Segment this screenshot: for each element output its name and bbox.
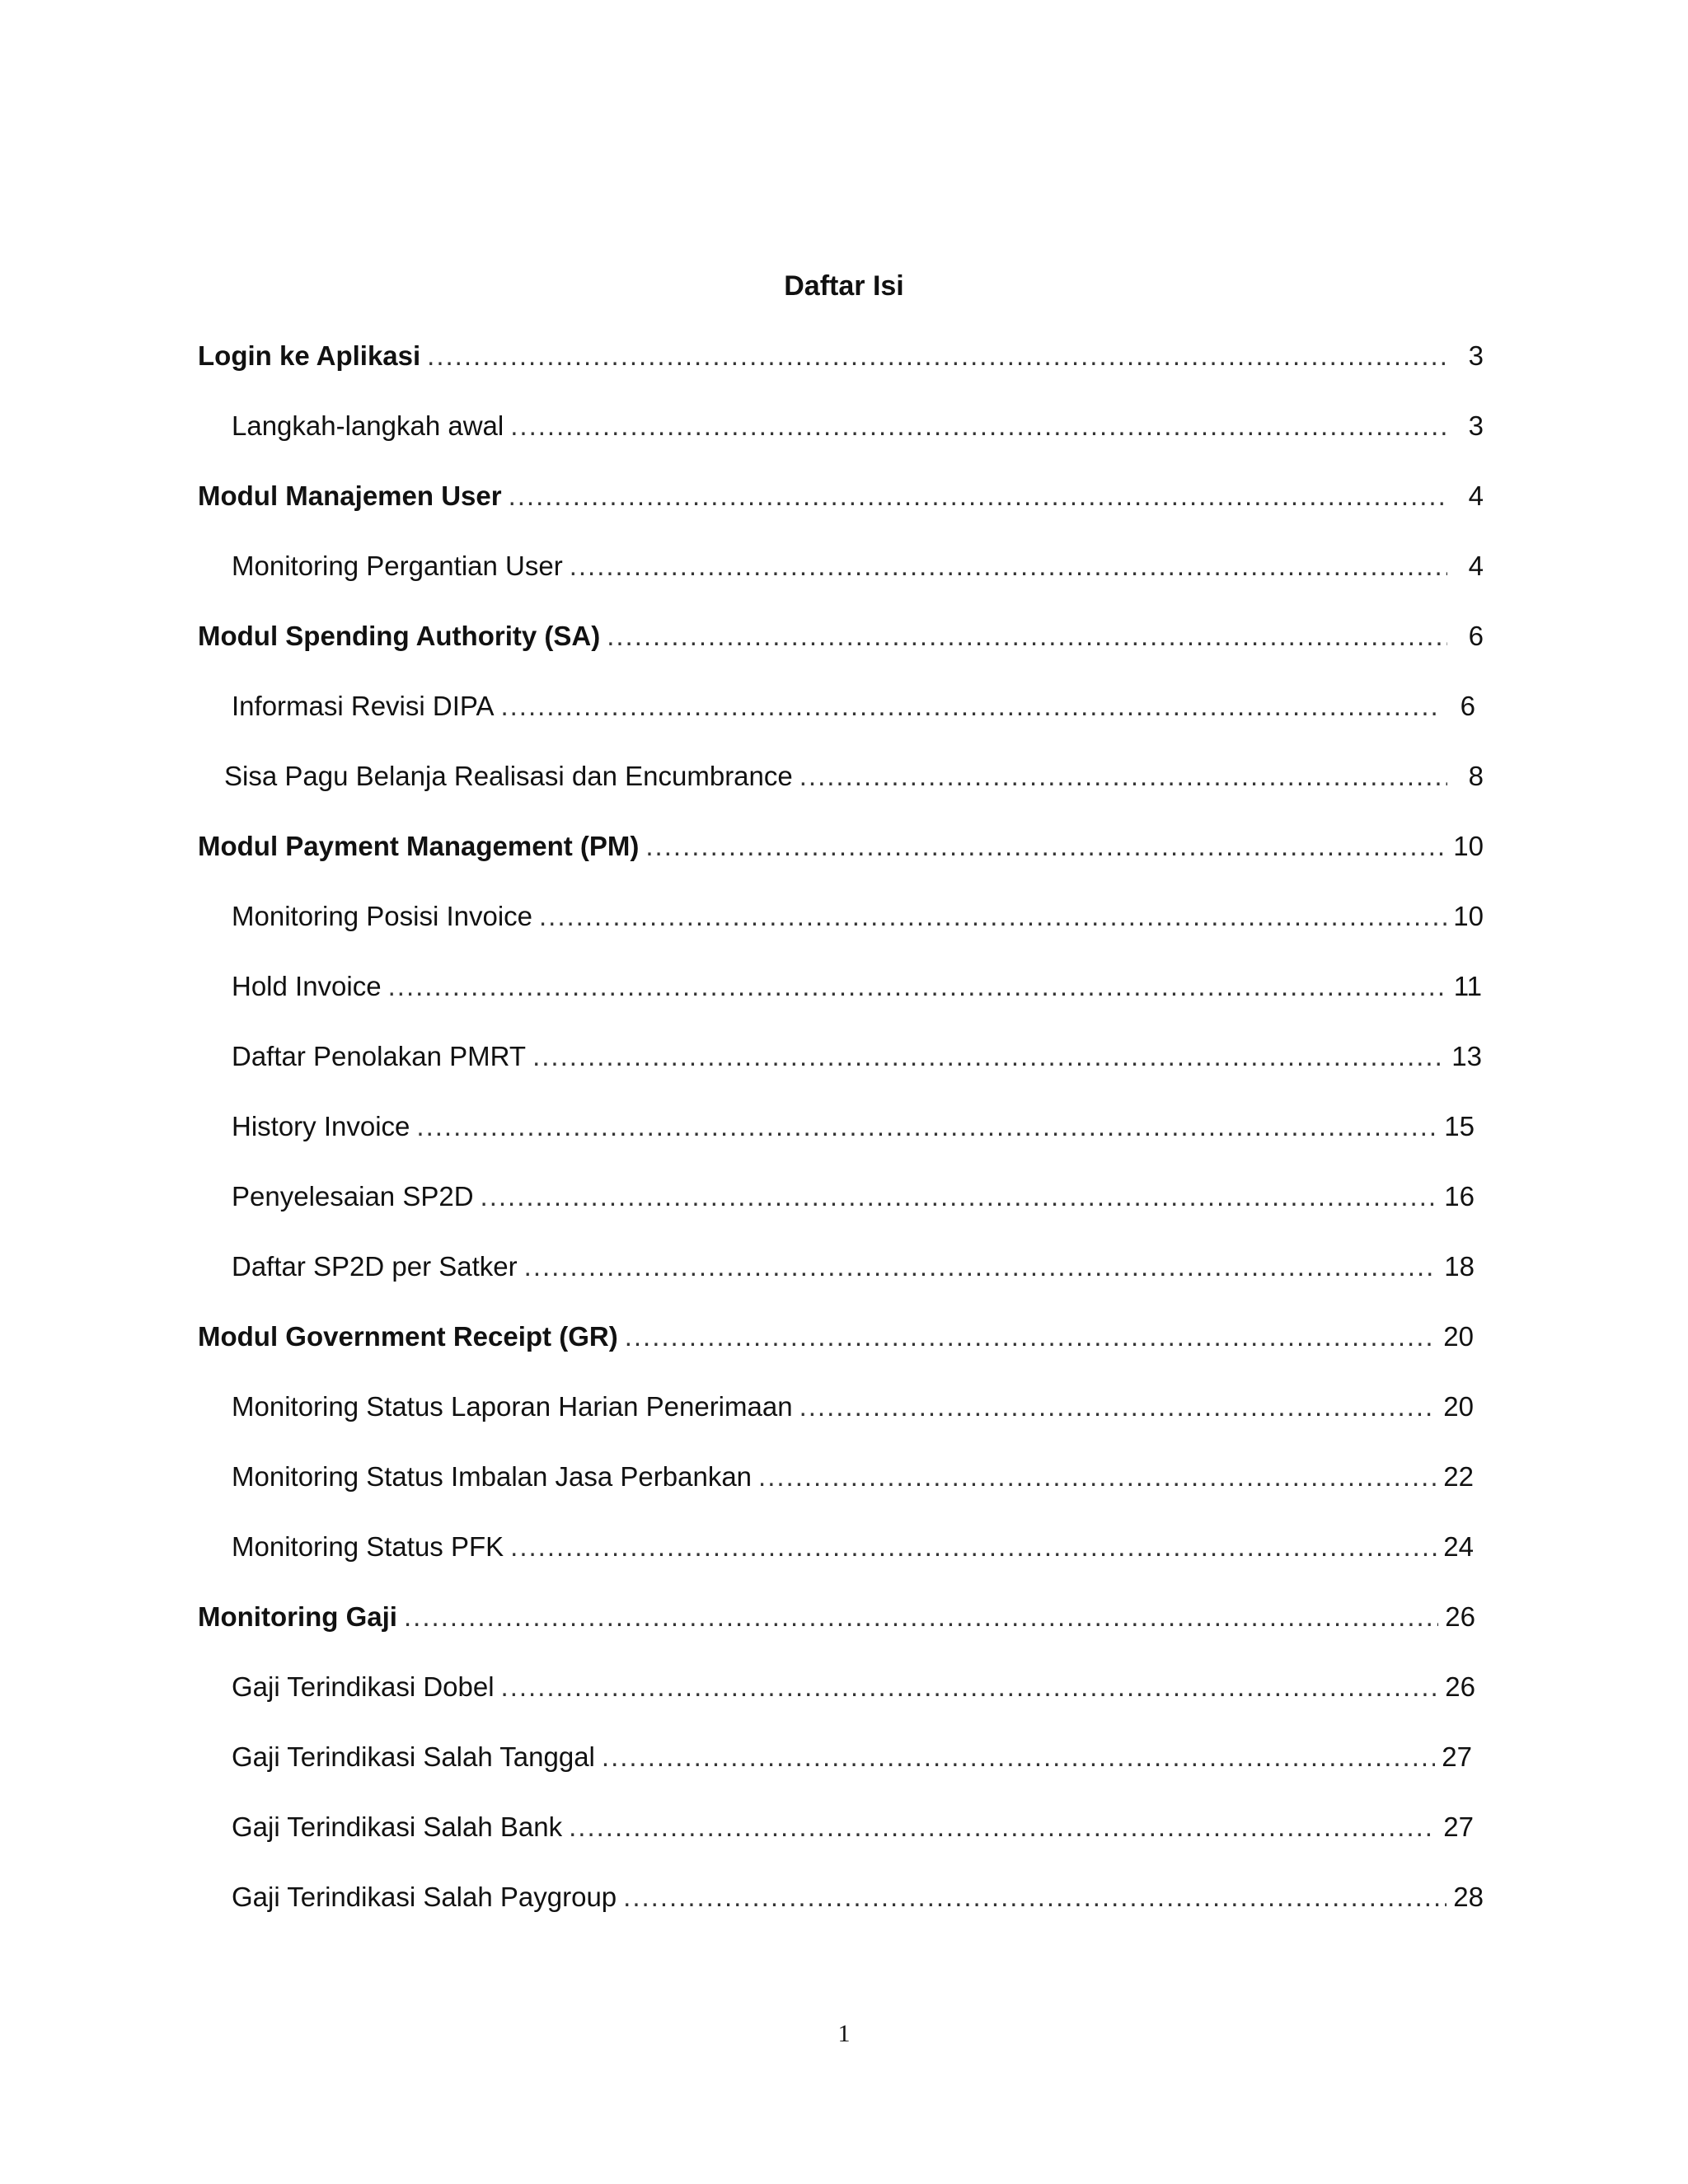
dot-leader	[404, 1599, 1438, 1635]
toc-entry-label: Gaji Terindikasi Dobel	[232, 1671, 495, 1702]
toc-entry-monitoring-status-pfk[interactable]	[232, 1529, 1474, 1565]
page-number: 1	[837, 2020, 851, 2047]
toc-entry-page: 10	[1453, 831, 1484, 861]
toc-entry-label: Modul Spending Authority (SA)	[198, 621, 601, 651]
toc-entry-page: 27	[1443, 1811, 1474, 1842]
toc-entry-page: 4	[1468, 480, 1484, 511]
toc-entry-daftar-penolakan-pmrt[interactable]	[232, 1038, 1482, 1075]
toc-entry-label: Login ke Aplikasi	[198, 340, 421, 371]
dot-leader	[501, 1669, 1439, 1705]
toc-entry-page: 3	[1468, 410, 1484, 441]
toc-entry-langkah-langkah-awal[interactable]	[232, 408, 1484, 444]
toc-entry-page: 28	[1453, 1882, 1484, 1912]
toc-entry-page: 4	[1468, 551, 1484, 581]
toc-entry-gaji-terindikasi-salah-tanggal[interactable]	[232, 1739, 1472, 1775]
toc-entry-hold-invoice[interactable]	[232, 968, 1482, 1005]
dot-leader	[539, 898, 1447, 935]
toc-entry-page: 11	[1453, 971, 1482, 1001]
dot-leader	[758, 1459, 1437, 1495]
toc-entry-label: Daftar Penolakan PMRT	[232, 1041, 527, 1071]
toc-entry-label: Monitoring Pergantian User	[232, 551, 563, 581]
toc-entry-monitoring-status-laporan-harian[interactable]	[232, 1389, 1474, 1425]
toc-entry-modul-spending-authority[interactable]	[198, 618, 1484, 654]
toc-entry-gaji-terindikasi-salah-paygroup[interactable]	[232, 1879, 1484, 1915]
toc-entry-label: Monitoring Status PFK	[232, 1531, 504, 1562]
toc-entry-page: 26	[1445, 1601, 1475, 1632]
toc-entry-monitoring-posisi-invoice[interactable]	[232, 898, 1484, 935]
dot-leader	[416, 1108, 1437, 1145]
dot-leader	[799, 758, 1447, 794]
toc-entry-page: 13	[1451, 1041, 1482, 1071]
dot-leader	[510, 408, 1447, 444]
toc-entry-page: 10	[1453, 901, 1484, 931]
toc-entry-label: Modul Government Receipt (GR)	[198, 1321, 618, 1352]
dot-leader	[481, 1179, 1438, 1215]
toc-entry-page: 20	[1443, 1321, 1474, 1352]
dot-leader	[623, 1879, 1447, 1915]
toc-entry-daftar-sp2d-per-satker[interactable]	[232, 1249, 1475, 1285]
toc-entry-label: Sisa Pagu Belanja Realisasi dan Encumbrance	[224, 761, 793, 791]
toc-entry-label: Langkah-langkah awal	[232, 410, 504, 441]
dot-leader	[570, 548, 1447, 584]
dot-leader	[524, 1249, 1438, 1285]
toc-entry-page: 15	[1444, 1111, 1475, 1141]
toc-entry-page: 18	[1444, 1251, 1475, 1282]
toc-entry-page: 16	[1444, 1181, 1475, 1212]
toc-entry-modul-payment-management[interactable]	[198, 828, 1484, 865]
toc-entry-page: 26	[1445, 1671, 1475, 1702]
toc-entry-informasi-revisi-dipa[interactable]	[232, 688, 1475, 724]
toc-entry-label: Monitoring Gaji	[198, 1601, 397, 1632]
toc-entry-label: Gaji Terindikasi Salah Paygroup	[232, 1882, 617, 1912]
dot-leader	[427, 338, 1447, 374]
toc-entry-monitoring-pergantian-user[interactable]	[232, 548, 1484, 584]
dot-leader	[388, 968, 1446, 1005]
toc-entry-gaji-terindikasi-salah-bank[interactable]	[232, 1809, 1474, 1845]
dot-leader	[569, 1809, 1437, 1845]
dot-leader	[509, 478, 1447, 514]
toc-entry-page: 27	[1442, 1741, 1472, 1772]
toc-entry-login-ke-aplikasi[interactable]	[198, 338, 1484, 374]
toc-entry-label: Monitoring Status Imbalan Jasa Perbankan	[232, 1461, 753, 1492]
toc-entry-label: Gaji Terindikasi Salah Tanggal	[232, 1741, 595, 1772]
toc-entry-page: 8	[1468, 761, 1484, 791]
toc-entry-history-invoice[interactable]	[232, 1108, 1475, 1145]
toc-entry-modul-manajemen-user[interactable]	[198, 478, 1484, 514]
toc-entry-page: 3	[1468, 340, 1484, 371]
toc-entry-label: Modul Manajemen User	[198, 480, 502, 511]
toc-entry-label: History Invoice	[232, 1111, 410, 1141]
toc-entry-label: Hold Invoice	[232, 971, 382, 1001]
dot-leader	[799, 1389, 1437, 1425]
dot-leader	[602, 1739, 1435, 1775]
toc-entry-gaji-terindikasi-dobel[interactable]	[232, 1669, 1475, 1705]
dot-leader	[625, 1319, 1437, 1355]
toc-entry-label: Penyelesaian SP2D	[232, 1181, 474, 1212]
dot-leader	[532, 1038, 1445, 1075]
toc-entry-page: 6	[1468, 621, 1484, 651]
toc-entry-page: 24	[1443, 1531, 1474, 1562]
toc-entry-sisa-pagu-belanja[interactable]	[224, 758, 1484, 794]
dot-leader	[607, 618, 1447, 654]
toc-entry-page: 22	[1443, 1461, 1474, 1492]
toc-entry-label: Informasi Revisi DIPA	[232, 691, 495, 721]
toc-entry-page: 20	[1443, 1391, 1474, 1422]
toc-entry-monitoring-gaji[interactable]	[198, 1599, 1475, 1635]
toc-entry-label: Monitoring Posisi Invoice	[232, 901, 532, 931]
dot-leader	[510, 1529, 1437, 1565]
toc-entry-label: Daftar SP2D per Satker	[232, 1251, 518, 1282]
toc-entry-modul-government-receipt[interactable]	[198, 1319, 1474, 1355]
toc-entry-page: 6	[1460, 691, 1475, 721]
toc-entry-monitoring-status-imbalan-jasa[interactable]	[232, 1459, 1474, 1495]
toc-entry-label: Gaji Terindikasi Salah Bank	[232, 1811, 563, 1842]
toc-entry-label: Monitoring Status Laporan Harian Penerimaan	[232, 1391, 793, 1422]
dot-leader	[645, 828, 1447, 865]
toc-title: Daftar Isi	[784, 270, 904, 302]
toc-entry-label: Modul Payment Management (PM)	[198, 831, 640, 861]
toc-entry-penyelesaian-sp2d[interactable]	[232, 1179, 1475, 1215]
dot-leader	[500, 688, 1439, 724]
